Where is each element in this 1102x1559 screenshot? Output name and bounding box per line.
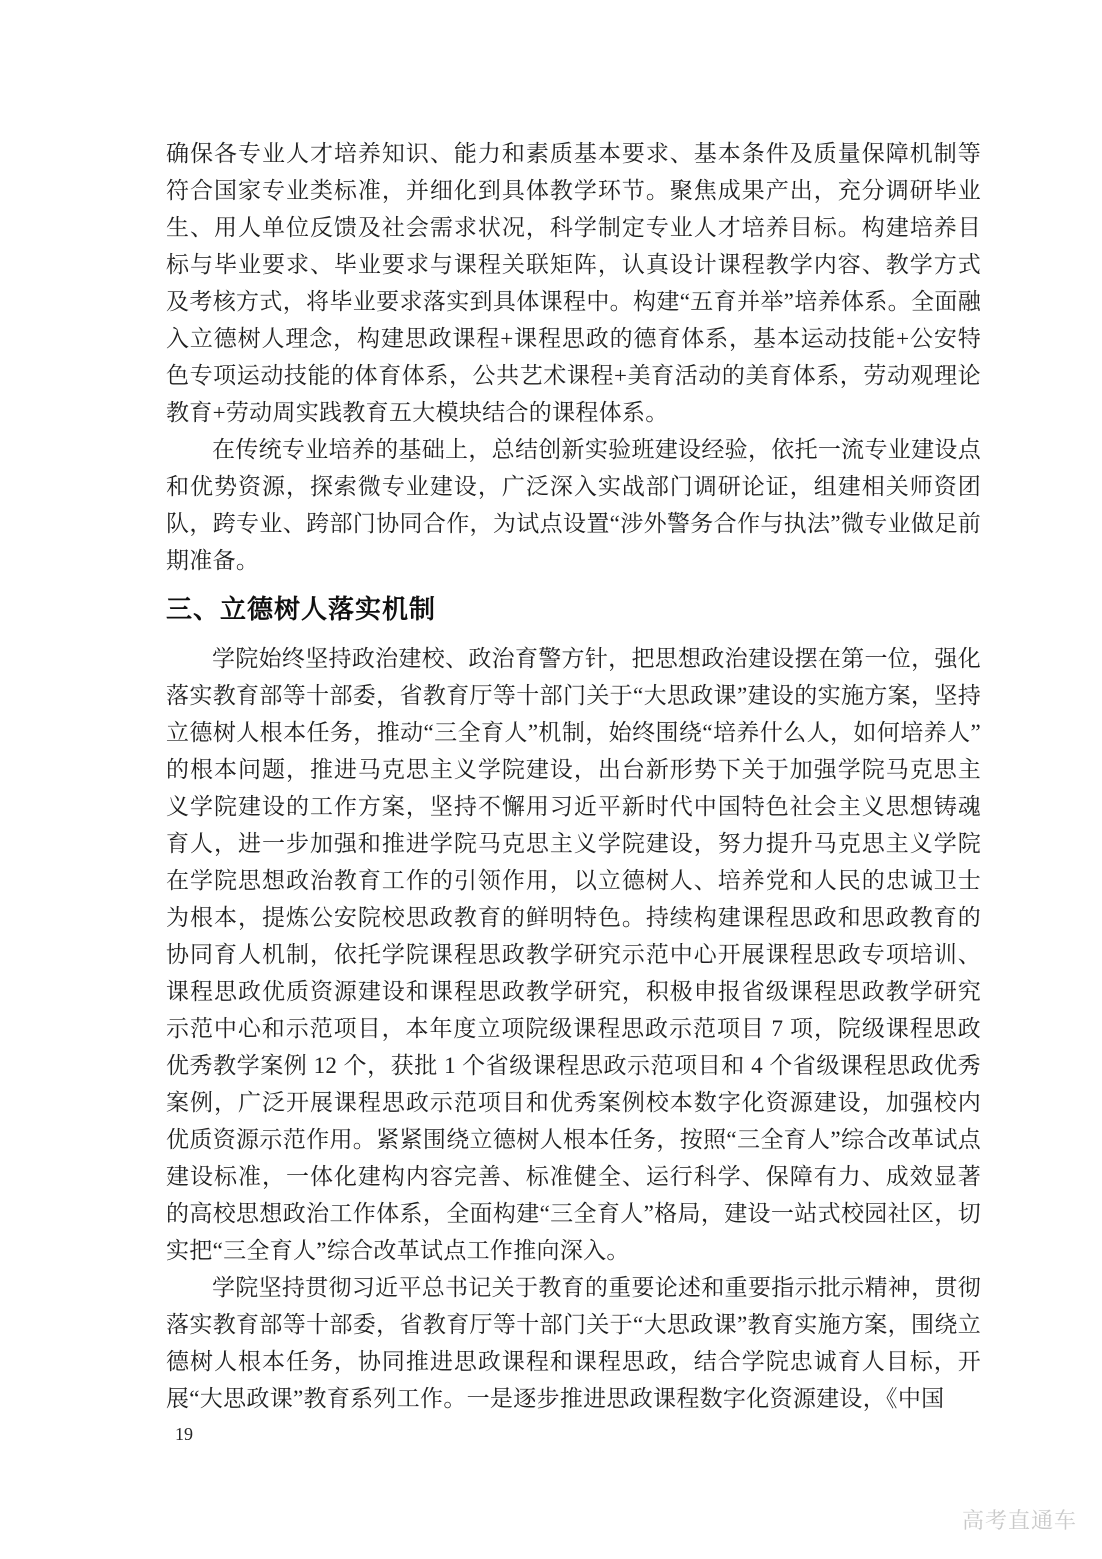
paragraph: 在传统专业培养的基础上，总结创新实验班建设经验，依托一流专业建设点和优势资源，探索微专业建设，广泛深入实战部门调研论证，组建相关师资团队，跨专业、跨部门协同合作，为试点设置“涉外警务合作与执法”微专业做足前期准备。 xyxy=(166,437,981,573)
section-heading: 三、立德树人落实机制 xyxy=(166,594,437,624)
watermark: 高考直通车 xyxy=(962,1508,1078,1533)
page-number: 19 xyxy=(175,1424,193,1444)
paragraph: 学院始终坚持政治建校、政治育警方针，把思想政治建设摆在第一位，强化落实教育部等十部委，省教育厅等十部门关于“大思政课”建设的实施方案，坚持立德树人根本任务，推动“三全育人”机制，始终围绕“培养什么人，如何培养人”的根本问题，推进马克思主义学院建设，出台新形势下关于加强学院马克思主义学院建设的工作方案，坚持不懈用习近平新时代中国特色社会主义思想铸魂育人，进一步加强和推进学院马克思主义学院建设，努力提升马克思主义学院在学院思想政治教育工作的引领作用，以立德树人、培养党和人民的忠诚卫士为根本，提炼公安院校思政教育的鲜明特色。持续构建课程思政和思政教育的协同育人机制，依托学院课程思政教学研究示范中心开展课程思政专项培训、课程思政优质资源建设和课程思政教学研究，积极申报省级课程思政教学研究示范中心和示范项目，本年度立项院级课程思政示范项目 7 项，院级课程思政优秀教学案例 12 个，获批 1 个省级课程思政示范项目和 4 个省级课程思政优秀案例，广泛开展课程思政示范项目和优秀案例校本数字化资源建设，加强校内优质资源示范作用。紧紧围绕立德树人根本任务，按照“三全育人”综合改革试点建设标准，一体化建构内容完善、标准健全、运行科学、保障有力、成效显著的高校思想政治工作体系，全面构建“三全育人”格局，建设一站式校园社区，切实把“三全育人”综合改革试点工作推向深入。 xyxy=(166,646,981,1263)
document-body xyxy=(166,135,981,1417)
paragraph: 学院坚持贯彻习近平总书记关于教育的重要论述和重要指示批示精神，贯彻落实教育部等十部委，省教育厅等十部门关于“大思政课”教育实施方案，围绕立德树人根本任务，协同推进思政课程和课程思政，结合学院忠诚育人目标，开展“大思政课”教育系列工作。一是逐步推进思政课程数字化资源建设，《中国 xyxy=(166,1275,981,1411)
paragraph-continuation: 确保各专业人才培养知识、能力和素质基本要求、基本条件及质量保障机制等符合国家专业类标准，并细化到具体教学环节。聚焦成果产出，充分调研毕业生、用人单位反馈及社会需求状况，科学制定专业人才培养目标。构建培养目标与毕业要求、毕业要求与课程关联矩阵，认真设计课程教学内容、教学方式及考核方式，将毕业要求落实到具体课程中。构建“五育并举”培养体系。全面融入立德树人理念，构建思政课程+课程思政的德育体系，基本运动技能+公安特色专项运动技能的体育体系，公共艺术课程+美育活动的美育体系，劳动观理论教育+劳动周实践教育五大模块结合的课程体系。 xyxy=(166,141,981,425)
